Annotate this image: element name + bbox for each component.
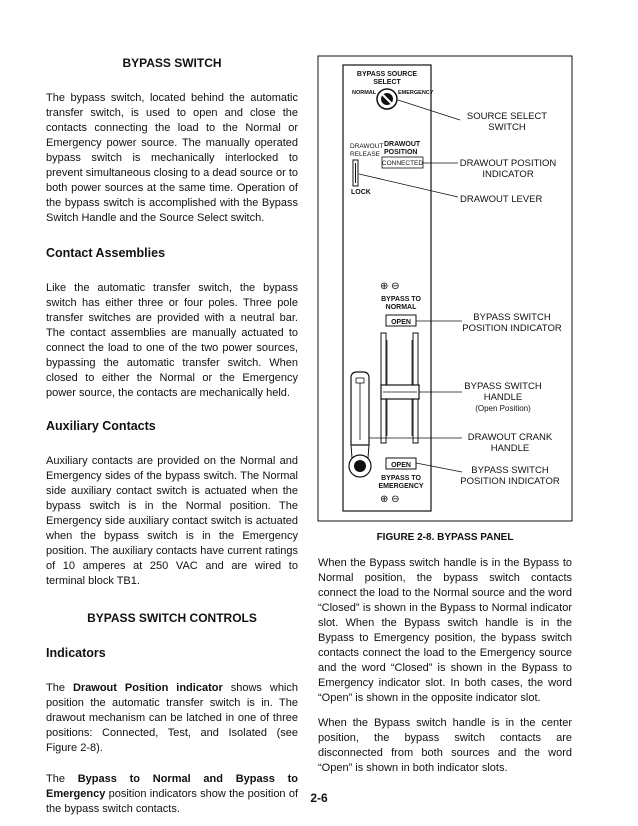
drawout-lock-label: LOCK [351, 189, 371, 196]
callout-handle-2: HANDLE [483, 392, 523, 403]
callout-source-select-1: SOURCE SELECT [466, 111, 548, 122]
callout-bypass-pos-top-1: BYPASS SWITCH [473, 312, 551, 323]
heading-contact-assemblies: Contact Assemblies [46, 246, 166, 260]
source-normal-label: NORMAL [352, 90, 377, 96]
drawout-connected-text: CONNECTED [381, 160, 424, 167]
callout-source-select-2: SWITCH [488, 122, 526, 133]
para-contact-assemblies: Like the automatic transfer switch, the bypass switch has either three or four poles. Three pole transfer switches are provided with a neutral bar. The contact assemblies are manually actuated to connect the load to one of the two power sources, bypassing the automatic transfer switch. When closed to either the Normal or the Emergency power source, the contacts are mechanically held. [46, 282, 298, 399]
bypass-normal-open-text: OPEN [391, 319, 411, 326]
callout-handle-3: (Open Position) [475, 404, 531, 413]
callout-bypass-pos-top-2: POSITION INDICATOR [462, 323, 562, 334]
figure-frame [318, 56, 572, 521]
plus-minus-top: ⊕ ⊖ [380, 281, 400, 292]
crank-socket-hub [354, 460, 366, 472]
callout-bypass-pos-bottom-2: POSITION INDICATOR [460, 476, 560, 487]
callout-handle-1: BYPASS SWITCH [464, 381, 542, 392]
heading-bypass-switch-controls: BYPASS SWITCH CONTROLS [87, 611, 257, 625]
term-bypass-position-indicators: Bypass to Normal and Bypass to Emergency [46, 773, 298, 800]
callout-bypass-pos-bottom-1: BYPASS SWITCH [471, 465, 549, 476]
drawout-release-label-2: RELEASE [350, 151, 380, 158]
source-select-title-1: BYPASS SOURCE [356, 71, 418, 78]
callout-drawout-position-1: DRAWOUT POSITION [459, 158, 557, 169]
para-bypass-indicators: The Bypass to Normal and Bypass to Emergency position indicators show the position of the bypass switch contacts. [46, 773, 298, 815]
plus-minus-bottom: ⊕ ⊖ [380, 494, 400, 505]
term-drawout-position-indicator: Drawout Position indicator [72, 682, 223, 694]
page-number: 2-6 [310, 791, 328, 805]
para-bypass-handle-center: When the Bypass switch handle is in the center position, the bypass switch contacts are disconnected from both sources and the word “Open” is shown in both indicator slots. [318, 717, 572, 774]
bypass-emergency-open-text: OPEN [391, 462, 411, 469]
drawout-position-label-1: DRAWOUT [384, 141, 421, 148]
callout-crank-1: DRAWOUT CRANK [467, 432, 553, 443]
bypass-to-normal-1: BYPASS TO [381, 296, 421, 303]
bypass-to-emergency-2: EMERGENCY [378, 483, 424, 490]
right-column [318, 556, 572, 776]
heading-bypass-switch: BYPASS SWITCH [122, 56, 222, 70]
figure-caption: FIGURE 2-8. BYPASS PANEL [376, 532, 514, 543]
heading-indicators: Indicators [46, 646, 106, 660]
para-auxiliary-contacts: Auxiliary contacts are provided on the Normal and Emergency sides of the bypass switch. The Normal side auxiliary contact switch is actuated when the bypass switch is in the Normal position. The Emergency side auxiliary contact switch is actuated when the bypass switch is in the Emergency position. The auxiliary contacts have current ratings of 10 amperes at 250 VAC and are wired to terminal block TB1. [46, 455, 298, 587]
para-bypass-switch: The bypass switch, located behind the automatic transfer switch, is used to open and close the contacts connecting the load to the Normal or Emergency power source. The manually operated bypass switch is mechanically interlocked to prevent simultaneous closing to a dead source or to both power sources at the same time. Operation of the bypass switch is accomplished with the Bypass Switch Handle and the Source Select switch. [46, 92, 298, 224]
bypass-to-normal-2: NORMAL [385, 304, 417, 311]
heading-auxiliary-contacts: Auxiliary Contacts [46, 419, 156, 433]
drawout-release-label-1: DRAWOUT [350, 143, 384, 150]
bypass-to-emergency-1: BYPASS TO [381, 475, 421, 482]
source-emergency-label: EMERGENCY [398, 90, 434, 96]
para-drawout-indicator: The Drawout Position indicator shows which position the automatic transfer switch is in. The drawout mechanism can be latched in one of three positions: Connected, Test, and Isolated (see Figure 2-8). [46, 682, 298, 754]
callout-crank-2: HANDLE [490, 443, 530, 454]
callout-drawout-position-2: INDICATOR [482, 169, 534, 180]
para-bypass-handle-positions: When the Bypass switch handle is in the Bypass to Normal position, the bypass switch contacts connect the load to the Normal source and the word “Closed” is shown in the Bypass to Normal indicator slot. When the Bypass switch handle is in the Bypass to Emergency position, the bypass switch contacts connect the load to the Emergency source and the word “Closed” is shown in the Bypass to Emergency indicator slot. In both cases, the word “Open” is shown in the opposite indicator slot. [318, 557, 572, 704]
callout-drawout-lever: DRAWOUT LEVER [460, 194, 543, 205]
source-select-title-2: SELECT [373, 79, 401, 86]
drawout-position-label-2: POSITION [384, 149, 418, 156]
